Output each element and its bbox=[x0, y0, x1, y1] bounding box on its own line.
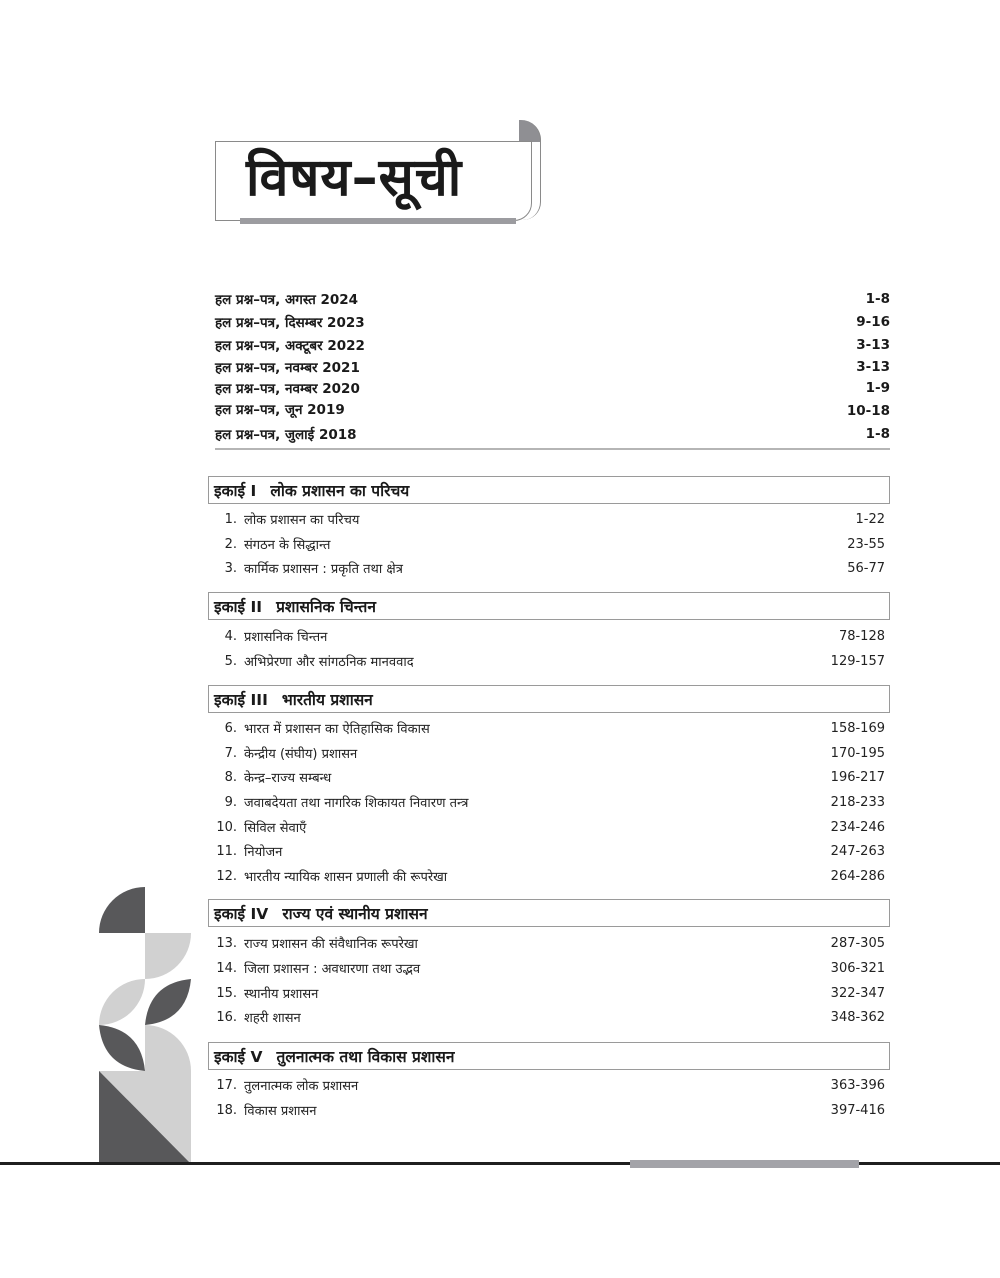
unit-title: तुलनात्मक तथा विकास प्रशासन bbox=[276, 1048, 455, 1066]
chapter-number: 15. bbox=[216, 985, 237, 1001]
chapter-pages: 287-305 bbox=[830, 935, 885, 951]
solved-paper-row bbox=[215, 399, 890, 419]
chapter-title: प्रशासनिक चिन्तन bbox=[244, 630, 328, 645]
chapter-number: 10. bbox=[216, 819, 237, 835]
solved-paper-row bbox=[215, 357, 890, 377]
chapter-row bbox=[208, 650, 885, 672]
unit-header bbox=[208, 592, 890, 620]
solved-paper-row bbox=[215, 312, 890, 332]
chapter-title: तुलनात्मक लोक प्रशासन bbox=[244, 1079, 359, 1094]
chapter-row bbox=[208, 533, 885, 555]
chapter-number: 4. bbox=[224, 628, 237, 644]
solved-paper-label: हल प्रश्न–पत्र, दिसम्बर 2023 bbox=[215, 315, 365, 331]
unit-label: इकाई II bbox=[214, 598, 263, 616]
chapter-number: 13. bbox=[216, 935, 237, 951]
unit-header bbox=[208, 476, 890, 504]
unit-title: प्रशासनिक चिन्तन bbox=[276, 598, 376, 616]
page-title: विषय–सूची bbox=[246, 148, 463, 208]
chapter-row bbox=[208, 717, 885, 739]
solved-paper-row bbox=[215, 424, 890, 444]
solved-paper-row bbox=[215, 289, 890, 309]
unit-label: इकाई IV bbox=[214, 905, 269, 923]
unit-title: राज्य एवं स्थानीय प्रशासन bbox=[282, 905, 428, 923]
chapter-row bbox=[208, 840, 885, 862]
solved-paper-label: हल प्रश्न–पत्र, अगस्त 2024 bbox=[215, 292, 359, 308]
unit-header bbox=[208, 685, 890, 713]
chapter-row bbox=[208, 508, 885, 530]
chapter-row bbox=[208, 957, 885, 979]
chapter-title: शहरी शासन bbox=[244, 1011, 301, 1026]
chapter-number: 1. bbox=[224, 511, 237, 527]
chapter-title: केन्द्र–राज्य सम्बन्ध bbox=[244, 771, 332, 786]
chapter-pages: 397-416 bbox=[830, 1102, 885, 1118]
chapter-row bbox=[208, 932, 885, 954]
chapter-title: भारतीय न्यायिक शासन प्रणाली की रूपरेखा bbox=[244, 870, 448, 885]
solved-paper-row bbox=[215, 378, 890, 398]
chapter-number: 12. bbox=[216, 868, 237, 884]
chapter-row bbox=[208, 742, 885, 764]
unit-label: इकाई III bbox=[214, 691, 268, 709]
solved-paper-row bbox=[215, 335, 890, 355]
chapter-pages: 56-77 bbox=[847, 560, 885, 576]
chapter-pages: 264-286 bbox=[830, 868, 885, 884]
chapter-title: भारत में प्रशासन का ऐतिहासिक विकास bbox=[244, 722, 430, 737]
chapter-pages: 196-217 bbox=[830, 769, 885, 785]
chapter-pages: 1-22 bbox=[855, 511, 885, 527]
geometric-decoration-icon bbox=[99, 887, 191, 1164]
solved-paper-pages: 1-8 bbox=[865, 291, 890, 307]
chapter-row bbox=[208, 982, 885, 1004]
footer-accent-bar bbox=[630, 1160, 859, 1168]
banner-curl-edge bbox=[519, 120, 541, 220]
chapter-title: केन्द्रीय (संघीय) प्रशासन bbox=[244, 747, 358, 762]
solved-paper-label: हल प्रश्न–पत्र, जून 2019 bbox=[215, 402, 345, 418]
chapter-title: विकास प्रशासन bbox=[244, 1104, 317, 1119]
chapter-pages: 129-157 bbox=[830, 653, 885, 669]
chapter-title: नियोजन bbox=[244, 845, 283, 860]
chapter-pages: 218-233 bbox=[830, 794, 885, 810]
chapter-row bbox=[208, 766, 885, 788]
chapter-title: कार्मिक प्रशासन : प्रकृति तथा क्षेत्र bbox=[244, 562, 403, 577]
unit-header bbox=[208, 1042, 890, 1070]
solved-paper-pages: 1-9 bbox=[865, 380, 890, 396]
chapter-pages: 170-195 bbox=[830, 745, 885, 761]
chapter-title: सिविल सेवाएँ bbox=[244, 821, 307, 836]
chapter-title: लोक प्रशासन का परिचय bbox=[244, 513, 360, 528]
chapter-pages: 322-347 bbox=[830, 985, 885, 1001]
chapter-number: 17. bbox=[216, 1077, 237, 1093]
solved-paper-pages: 10-18 bbox=[846, 403, 890, 419]
chapter-row bbox=[208, 791, 885, 813]
unit-header bbox=[208, 899, 890, 927]
solved-paper-label: हल प्रश्न–पत्र, नवम्बर 2020 bbox=[215, 381, 360, 397]
solved-paper-pages: 3-13 bbox=[856, 359, 890, 375]
chapter-number: 6. bbox=[224, 720, 237, 736]
unit-title: लोक प्रशासन का परिचय bbox=[270, 482, 410, 500]
chapter-number: 14. bbox=[216, 960, 237, 976]
chapter-pages: 363-396 bbox=[830, 1077, 885, 1093]
chapter-title: संगठन के सिद्धान्त bbox=[244, 538, 331, 553]
chapter-number: 11. bbox=[216, 843, 237, 859]
chapter-number: 8. bbox=[224, 769, 237, 785]
chapter-row bbox=[208, 816, 885, 838]
unit-title: भारतीय प्रशासन bbox=[281, 691, 373, 709]
section-divider bbox=[215, 448, 890, 450]
chapter-title: अभिप्रेरणा और सांगठनिक मानववाद bbox=[244, 655, 414, 670]
chapter-row bbox=[208, 1099, 885, 1121]
chapter-number: 5. bbox=[224, 653, 237, 669]
chapter-pages: 78-128 bbox=[838, 628, 885, 644]
chapter-number: 2. bbox=[224, 536, 237, 552]
chapter-pages: 348-362 bbox=[830, 1009, 885, 1025]
solved-paper-label: हल प्रश्न–पत्र, नवम्बर 2021 bbox=[215, 360, 360, 376]
chapter-number: 3. bbox=[224, 560, 237, 576]
chapter-title: स्थानीय प्रशासन bbox=[244, 987, 319, 1002]
chapter-title: जिला प्रशासन : अवधारणा तथा उद्भव bbox=[244, 962, 421, 977]
chapter-title: जवाबदेयता तथा नागरिक शिकायत निवारण तन्त्र bbox=[244, 796, 469, 811]
chapter-row bbox=[208, 557, 885, 579]
unit-label: इकाई I bbox=[214, 482, 257, 500]
chapter-row bbox=[208, 865, 885, 887]
chapter-row bbox=[208, 1074, 885, 1096]
title-underline-bar bbox=[240, 218, 516, 224]
chapter-number: 18. bbox=[216, 1102, 237, 1118]
chapter-pages: 247-263 bbox=[830, 843, 885, 859]
chapter-row bbox=[208, 1006, 885, 1028]
chapter-pages: 23-55 bbox=[847, 536, 885, 552]
chapter-row bbox=[208, 625, 885, 647]
chapter-number: 9. bbox=[224, 794, 237, 810]
chapter-title: राज्य प्रशासन की संवैधानिक रूपरेखा bbox=[244, 937, 418, 952]
solved-paper-pages: 1-8 bbox=[865, 426, 890, 442]
chapter-pages: 158-169 bbox=[830, 720, 885, 736]
solved-paper-label: हल प्रश्न–पत्र, जुलाई 2018 bbox=[215, 427, 357, 443]
solved-paper-pages: 3-13 bbox=[856, 337, 890, 353]
solved-paper-label: हल प्रश्न–पत्र, अक्टूबर 2022 bbox=[215, 338, 365, 354]
unit-label: इकाई V bbox=[214, 1048, 263, 1066]
chapter-pages: 306-321 bbox=[830, 960, 885, 976]
chapter-number: 16. bbox=[216, 1009, 237, 1025]
solved-paper-pages: 9-16 bbox=[856, 314, 890, 330]
chapter-pages: 234-246 bbox=[830, 819, 885, 835]
chapter-number: 7. bbox=[224, 745, 237, 761]
